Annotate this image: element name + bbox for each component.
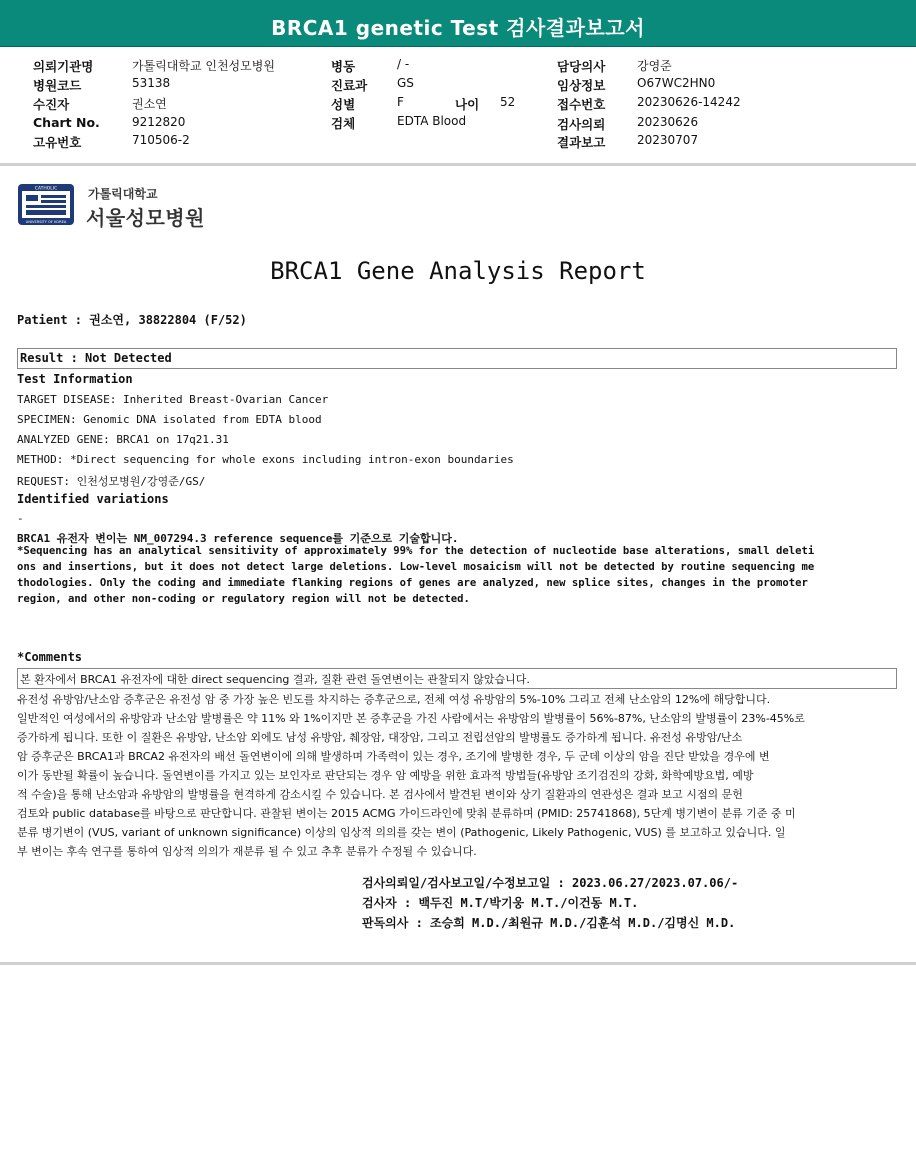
- comment-line: 일반적인 여성에서의 유방암과 난소암 발병률은 약 11% 와 1%이지만 본 증후군을 가진 사람에서는 유방암의 발병률이 56%-87%, 난소암의 발병률이 23%-45%로: [17, 712, 805, 725]
- header-value: 20230707: [637, 133, 699, 147]
- header-value: O67WC2HN0: [637, 76, 716, 90]
- header-label: 접수번호: [557, 97, 606, 112]
- comment-line: 암 증후군은 BRCA1과 BRCA2 유전자의 배선 돌연변이에 의해 발생하며 가족력이 있는 경우, 조기에 발병한 경우, 두 군데 이상의 암을 진단 받았을 경우에 변: [17, 750, 770, 763]
- comment-line: 검토와 public database를 바탕으로 판단합니다. 관찰된 변이는 2015 ACMG 가이드라인에 맞춰 분류하며 (PMID: 25741868), 5단계 병기변이 분류 기준 중 미: [17, 807, 796, 820]
- sequencing-note-line: *Sequencing has an analytical sensitivity of approximately 99% for the detection of nucleotide base alterations, small deleti: [17, 545, 815, 557]
- header-value: GS: [397, 76, 414, 90]
- result-text: Result : Not Detected: [20, 351, 172, 365]
- header-value: 710506-2: [132, 133, 190, 147]
- reference-note: BRCA1 유전자 변이는 NM_007294.3 reference sequence를 기준으로 기술합니다.: [17, 532, 459, 545]
- sequencing-note-line: region, and other non-coding or regulatory region will not be detected.: [17, 593, 470, 605]
- test-info-heading: Test Information: [17, 372, 133, 386]
- header-value: 권소연: [132, 97, 167, 111]
- footer-doctor: 판독의사 : 조승희 M.D./최원규 M.D./김훈석 M.D./김명신 M.D.: [362, 916, 736, 930]
- footer-dates: 검사의뢰일/검사보고일/수정보고일 : 2023.06.27/2023.07.06/-: [362, 876, 739, 890]
- header-label: Chart No.: [33, 115, 100, 130]
- emblem-text-top: CATHOLIC: [34, 186, 58, 192]
- hospital-logo-emblem: [17, 183, 75, 226]
- header-label: 의뢰기관명: [33, 59, 94, 74]
- header-value: 52: [500, 95, 516, 109]
- header-value: EDTA Blood: [397, 114, 467, 128]
- method: METHOD: *Direct sequencing for whole exons including intron-exon boundaries: [17, 453, 514, 466]
- hospital-logo-name: 서울성모병원: [86, 206, 205, 230]
- header-value: 9212820: [132, 115, 186, 129]
- page-title: BRCA1 genetic Test 검사결과보고서: [271, 16, 645, 40]
- header-divider: [0, 163, 916, 166]
- title-bar: [0, 0, 916, 47]
- header-label: 병동: [331, 59, 356, 74]
- header-label: 담당의사: [557, 59, 606, 74]
- header-value: 가톨릭대학교 인천성모병원: [132, 59, 275, 73]
- sequencing-note-line: ons and insertions, but it does not detect large deletions. Low-level mosaicism will not be detected by routine sequencing me: [17, 561, 815, 573]
- sequencing-note-line: thodologies. Only the coding and immediate flanking regions of genes are analyzed, new splice sites, changes in the promoter: [17, 577, 808, 589]
- request: REQUEST: 인천성모병원/강영준/GS/: [17, 475, 206, 488]
- header-label: 병원코드: [33, 78, 82, 93]
- header-label: 검사의뢰: [557, 117, 606, 132]
- header-value: / -: [397, 57, 410, 71]
- comment-line: 유전성 유방암/난소암 증후군은 유전성 암 중 가장 높은 빈도를 차지하는 증후군으로, 전체 여성 유방암의 5%-10% 그리고 전체 난소암의 12%에 해당합니다.: [17, 693, 771, 706]
- report-title: BRCA1 Gene Analysis Report: [270, 257, 646, 285]
- comment-line: 적 수술)을 통해 난소암과 유방암의 발병률을 현격하게 감소시킬 수 있습니다. 본 검사에서 발견된 변이와 상기 질환과의 연관성은 결과 보고 시점의 문헌: [17, 788, 743, 801]
- header-label: 성별: [331, 97, 356, 112]
- identified-heading: Identified variations: [17, 492, 169, 506]
- header-label: 수진자: [33, 97, 70, 112]
- comment-line: 분류 병기변이 (VUS, variant of unknown significance) 이상의 임상적 의의를 갖는 변이 (Pathogenic, Likely Pathogenic, VUS) 를 보고하고 있습니다. 일: [17, 826, 786, 839]
- comment-line: 증가하게 됩니다. 또한 이 질환은 유방암, 난소암 외에도 남성 유방암, 췌장암, 대장암, 그리고 전립선암의 발병률도 증가하게 됩니다. 유전성 유방암/난소: [17, 731, 743, 744]
- header-label: 나이: [455, 97, 480, 112]
- comment-line: 부 변이는 후속 연구를 통하여 임상적 의의가 재분류 될 수 있고 추후 분류가 수정될 수 있습니다.: [17, 845, 477, 858]
- hospital-logo-subtitle: 가톨릭대학교: [88, 187, 158, 201]
- comment-line: 이가 동반될 확률이 높습니다. 돌연변이를 가지고 있는 보인자로 판단되는 경우 암 예방을 위한 효과적 방법들(유방암 조기검진의 강화, 화학예방요법, 예방: [17, 769, 754, 782]
- header-value: 20230626-14242: [637, 95, 741, 109]
- comment-box-text: 본 환자에서 BRCA1 유전자에 대한 direct sequencing 결과, 질환 관련 돌연변이는 관찰되지 않았습니다.: [20, 673, 530, 686]
- comments-heading: *Comments: [17, 650, 83, 664]
- analyzed-gene: ANALYZED GENE: BRCA1 on 17q21.31: [17, 433, 229, 446]
- header-value: 53138: [132, 76, 171, 90]
- footer-divider: [0, 962, 916, 965]
- specimen: SPECIMEN: Genomic DNA isolated from EDTA blood: [17, 413, 322, 426]
- target-disease: TARGET DISEASE: Inherited Breast-Ovarian Cancer: [17, 393, 329, 406]
- header-label: 고유번호: [33, 135, 82, 150]
- patient-line: Patient : 권소연, 38822804 (F/52): [17, 313, 247, 327]
- header-value: 20230626: [637, 115, 699, 129]
- header-label: 진료과: [331, 78, 368, 93]
- footer-tester: 검사자 : 백두진 M.T/박기웅 M.T./이건동 M.T.: [362, 896, 639, 910]
- identified-value: -: [17, 512, 24, 525]
- header-label: 임상정보: [557, 78, 606, 93]
- header-value: 강영준: [637, 59, 672, 73]
- emblem-text-bottom: UNIVERSITY OF KOREA: [25, 220, 67, 224]
- header-value: F: [397, 95, 404, 109]
- header-label: 검체: [331, 116, 356, 131]
- header-label: 결과보고: [557, 135, 606, 150]
